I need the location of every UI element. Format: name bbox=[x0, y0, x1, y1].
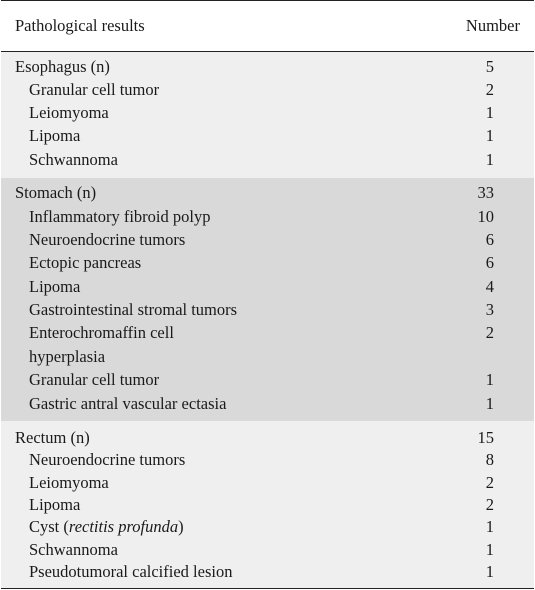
row-label: Leiomyoma bbox=[29, 473, 109, 492]
table-row bbox=[1, 277, 534, 299]
group-rectum bbox=[1, 421, 534, 588]
row-label: Schwannoma bbox=[29, 540, 118, 559]
row-label: Gastric antral vascular ectasia bbox=[29, 394, 227, 413]
row-count: 2 bbox=[485, 80, 494, 99]
table-row bbox=[1, 300, 534, 322]
table-row bbox=[1, 495, 534, 517]
row-label: Ectopic pancreas bbox=[29, 253, 142, 272]
row-label-italic: rectitis profunda bbox=[68, 517, 179, 536]
row-count: 1 bbox=[485, 394, 494, 413]
group-title-row bbox=[1, 428, 534, 450]
group-count: 15 bbox=[477, 428, 494, 447]
table-row bbox=[1, 562, 534, 584]
pathology-table bbox=[1, 0, 534, 589]
row-count: 1 bbox=[485, 370, 494, 389]
row-label: Pseudotumoral calcified lesion bbox=[29, 562, 233, 581]
row-count: 1 bbox=[485, 540, 494, 559]
table-row bbox=[1, 370, 534, 392]
table-row-continuation bbox=[1, 347, 534, 369]
header-pathological-results: Pathological results bbox=[15, 16, 145, 35]
row-label: Neuroendocrine tumors bbox=[29, 230, 186, 249]
table-row bbox=[1, 394, 534, 416]
row-label-end: ) bbox=[178, 517, 184, 536]
row-count: 8 bbox=[485, 450, 494, 469]
group-title-row bbox=[1, 183, 534, 205]
table-row bbox=[1, 103, 534, 125]
table-row bbox=[1, 540, 534, 562]
table-row bbox=[1, 230, 534, 252]
group-title: Stomach (n) bbox=[15, 183, 97, 202]
group-count: 5 bbox=[485, 57, 494, 76]
group-title: Esophagus (n) bbox=[15, 57, 110, 76]
row-label-continuation: hyperplasia bbox=[29, 347, 106, 366]
row-count: 1 bbox=[485, 517, 494, 536]
table-row bbox=[1, 150, 534, 172]
group-title: Rectum (n) bbox=[15, 428, 90, 447]
row-label: Neuroendocrine tumors bbox=[29, 450, 186, 469]
group-count: 33 bbox=[477, 183, 494, 202]
row-label: Granular cell tumor bbox=[29, 80, 160, 99]
row-label: Lipoma bbox=[29, 277, 81, 296]
row-label bbox=[29, 517, 184, 537]
row-count: 6 bbox=[485, 253, 494, 272]
row-count: 1 bbox=[485, 150, 494, 169]
row-label: Lipoma bbox=[29, 495, 81, 514]
row-count: 2 bbox=[485, 473, 494, 492]
row-label: Leiomyoma bbox=[29, 103, 109, 122]
row-label: Inflammatory fibroid polyp bbox=[29, 207, 211, 226]
table-row bbox=[1, 323, 534, 345]
table-header bbox=[1, 1, 534, 52]
row-count: 10 bbox=[477, 207, 494, 226]
group-stomach bbox=[1, 178, 534, 421]
row-count: 1 bbox=[485, 562, 494, 581]
group-title-row bbox=[1, 57, 534, 79]
table-row bbox=[1, 517, 534, 539]
row-count: 1 bbox=[485, 126, 494, 145]
row-label: Lipoma bbox=[29, 126, 81, 145]
row-label: Granular cell tumor bbox=[29, 370, 160, 389]
row-label: Enterochromaffin cell bbox=[29, 323, 174, 342]
table-row bbox=[1, 253, 534, 275]
table-row bbox=[1, 80, 534, 102]
row-label: Schwannoma bbox=[29, 150, 118, 169]
table-row bbox=[1, 473, 534, 495]
row-count: 3 bbox=[485, 300, 494, 319]
row-count: 2 bbox=[485, 495, 494, 514]
row-count: 2 bbox=[485, 323, 494, 342]
row-count: 1 bbox=[485, 103, 494, 122]
row-label-start: Cyst ( bbox=[29, 517, 69, 536]
table-row bbox=[1, 126, 534, 148]
table-row bbox=[1, 450, 534, 472]
group-esophagus bbox=[1, 52, 534, 178]
row-label: Gastrointestinal stromal tumors bbox=[29, 300, 238, 319]
table-row bbox=[1, 207, 534, 229]
header-number: Number bbox=[465, 16, 520, 35]
row-count: 6 bbox=[485, 230, 494, 249]
row-count: 4 bbox=[485, 277, 494, 296]
